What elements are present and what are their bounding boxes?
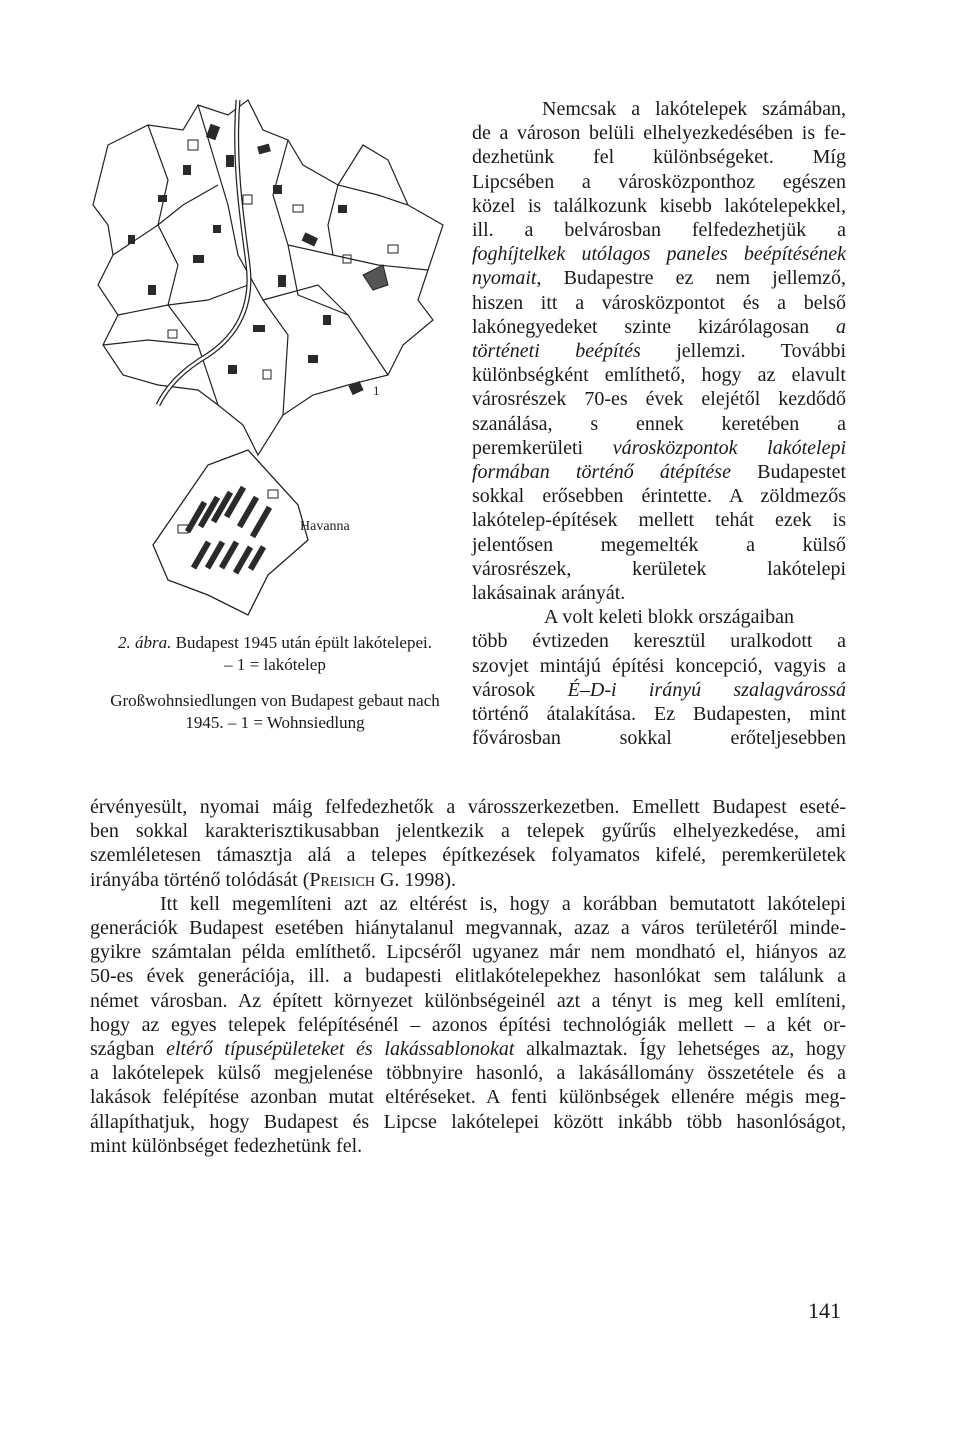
text-line: lakásainak arányát.: [472, 582, 626, 605]
page-number: 141: [808, 1298, 841, 1323]
caption-number: 2. ábra.: [118, 633, 172, 652]
budapest-map: [88, 85, 460, 645]
figure-caption: [90, 632, 460, 734]
text-line: mint különbséget fedezhetünk fel.: [90, 1134, 363, 1157]
text-line: érvényesült, nyomai máig felfedezhetők a városszerkezetben. Emellett Budapest eseté-: [90, 796, 846, 818]
text-span: lakónegyedeket szinte kizárólagosan: [472, 315, 836, 338]
text-line: hiszen itt a városközpontot és a belső: [472, 291, 846, 314]
text-line: ill. a belvárosban felfedezhetjük a: [472, 219, 846, 242]
text-line: [472, 339, 846, 363]
text-line: Itt kell megemlíteni azt az eltérést is, hogy a korábban bemutatott lakótelepi: [160, 892, 846, 915]
text-line: gyikre számtalan példa említhető. Lipcséről ugyanez már nem mondható el, hiányos az: [90, 941, 846, 964]
text-line: foghíjtelkek utólagos paneles beépítésének: [472, 243, 846, 266]
text-span: nyomait,: [472, 267, 542, 290]
map-label-1: 1: [373, 383, 380, 398]
text-line: a lakótelepek külső megjelenése többnyire hasonló, a lakásállomány összetétele és a: [90, 1062, 846, 1085]
caption-de-title: Großwohnsiedlungen von Budapest gebaut nach: [110, 691, 440, 710]
text-line: Nemcsak a lakótelepek számában,: [542, 98, 846, 120]
text-line: közel is találkozunk kisebb lakótelepekkel,: [472, 194, 846, 217]
text-span: Budapestre ez nem jellemző,: [541, 267, 846, 290]
text-line: történő átalakítása. Ez Budapesten, mint: [472, 703, 846, 726]
right-column: [472, 97, 846, 750]
text-line: különbségként említhető, hogy az elavult: [472, 364, 846, 387]
text-line: lakások felépítése azonban mutat eltéréseket. A fenti különbségek ellenére mégis meg-: [90, 1086, 846, 1109]
text-span: történeti beépítés: [472, 340, 641, 363]
text-span: városok: [472, 678, 568, 701]
text-line: városrészek 70-es évek elejétől kezdődő: [472, 388, 846, 411]
text-span: eltérő típusépületeket és lakássablonokat: [166, 1038, 515, 1061]
text-span: Budapestet: [730, 461, 846, 484]
text-line: 50-es évek generációja, ill. a budapesti elitlakótelepekhez hasonlókat sem találunk a: [90, 965, 846, 988]
body-text: [90, 795, 846, 1158]
text-line: szemléletesen támasztja alá a telepes építkezések folyamatos kifelé, peremkerületek: [90, 844, 846, 867]
text-line: több évtizeden keresztül uralkodott a: [472, 630, 846, 653]
text-line: de a városon belüli elhelyezkedésében is fe-: [472, 122, 846, 145]
text-line: jelentősen megemelték a külső: [472, 533, 846, 556]
text-line: A volt keleti blokk országaiban: [544, 606, 794, 629]
havanna-inset: [153, 450, 308, 615]
text-line: hogy az egyes telepek felépítésénél – azonos építési technológiák mellett – a két or-: [90, 1013, 846, 1036]
caption-de-legend: 1945. – 1 = Wohnsiedlung: [185, 713, 365, 732]
text-line: [90, 1037, 846, 1061]
text-span: irányába történő tolódását (: [90, 868, 310, 891]
text-line: generációk Budapest esetében hiánytalanul megvannak, azaz a város területéről minde-: [90, 917, 846, 940]
text-span: szágban: [90, 1038, 167, 1061]
text-line: [90, 868, 846, 892]
text-line: [472, 315, 846, 339]
map-label-havanna: Havanna: [300, 519, 350, 534]
text-line: városrészek, kerületek lakótelepi: [472, 557, 846, 580]
figure: [88, 85, 460, 725]
text-span: jellemzi. További: [640, 340, 846, 363]
city-boundary: [93, 100, 443, 455]
text-span: G. 1998).: [374, 868, 457, 891]
text-line: Lipcsében a városközponthoz egészen: [472, 170, 846, 193]
text-span: városközpontok lakótelepi: [612, 436, 846, 459]
text-span: É–D-i irányú szalagvárossá: [567, 678, 847, 701]
text-line: sokkal erősebben érintette. A zöldmezős: [472, 485, 846, 508]
caption-legend: – 1 = lakótelep: [224, 655, 326, 674]
text-line: [472, 436, 846, 460]
citation-author: Preisich: [309, 868, 375, 891]
text-line: állapíthatjuk, hogy Budapest és Lipcse lakótelepei között inkább több hasonlóságot,: [90, 1110, 846, 1133]
text-span: peremkerületi: [472, 436, 613, 459]
text-line: ben sokkal karakterisztikusabban jelentkezik a telepek gyűrűs elhelyezkedése, ami: [90, 820, 846, 843]
text-line: [472, 460, 846, 484]
text-line: szovjet mintájú építési koncepció, vagyis a: [472, 654, 846, 677]
text-line: [472, 678, 846, 702]
caption-title: Budapest 1945 után épült lakótelepei.: [171, 633, 432, 652]
text-line: lakótelep-építések mellett tehát ezek is: [472, 509, 846, 532]
text-span: formában történő átépítése: [472, 461, 731, 484]
text-line: fővárosban sokkal erőteljesebben: [472, 727, 846, 750]
text-line: szanálása, s ennek keretében a: [472, 412, 846, 435]
text-line: német városban. Az épített környezet különbségeinél azt a tényt is meg kell említeni,: [90, 989, 846, 1012]
text-line: dezhetünk fel különbségeket. Míg: [472, 146, 846, 169]
text-span: a: [836, 315, 846, 338]
text-span: alkalmaztak. Így lehetséges az, hogy: [514, 1038, 846, 1061]
text-line: [472, 266, 846, 290]
legend-symbol: [348, 381, 363, 395]
